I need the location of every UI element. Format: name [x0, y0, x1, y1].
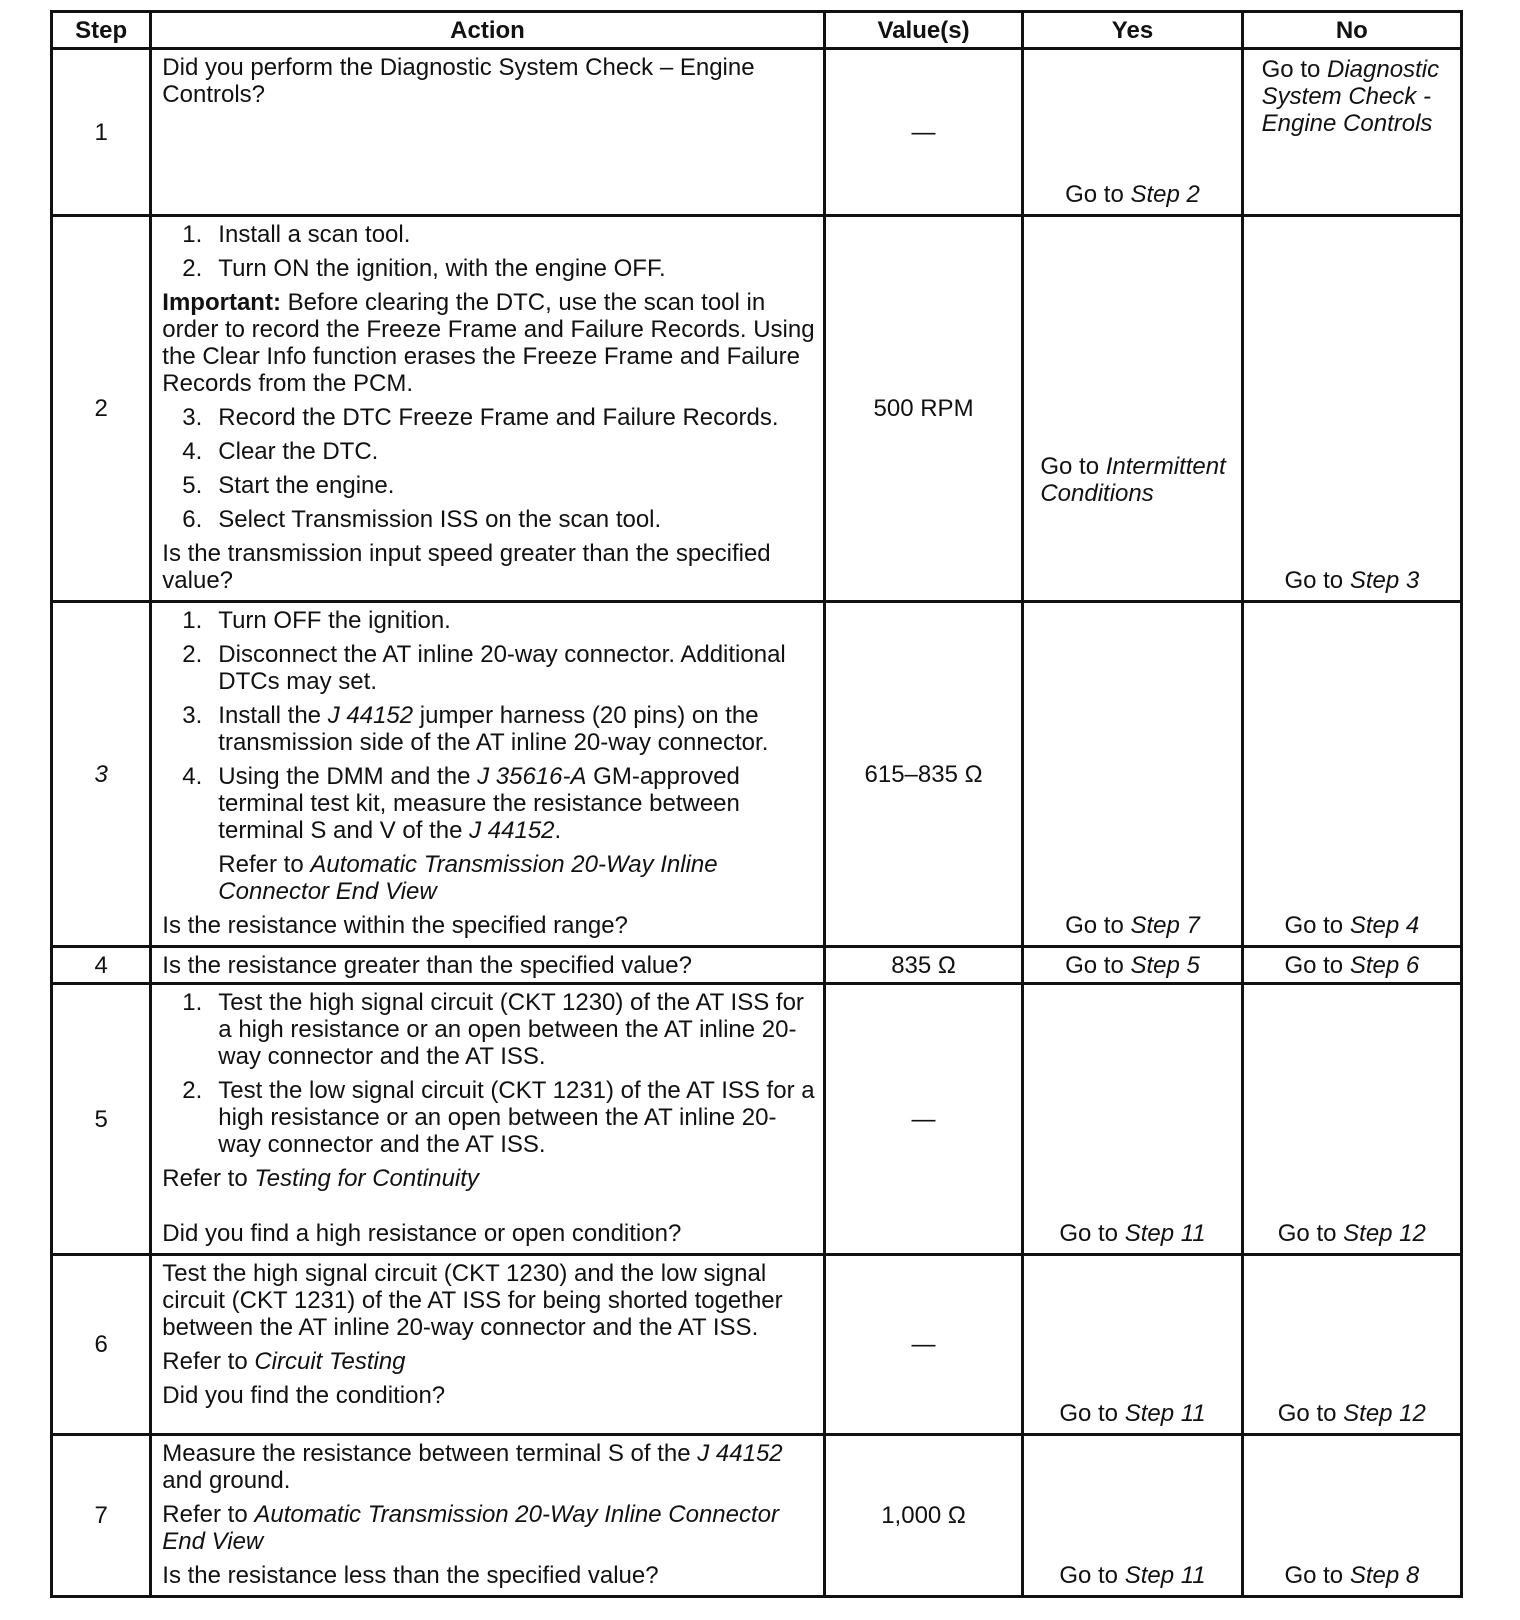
refer-note — [162, 1501, 814, 1555]
action-cell — [151, 216, 824, 602]
no-prefix: Go to — [1277, 1400, 1344, 1427]
action-cell — [151, 984, 824, 1255]
list-item: 6. Select Transmission ISS on the scan tool. — [182, 506, 662, 533]
yes-link[interactable]: Step 7 — [1130, 912, 1200, 939]
list-item: 3. Install the J 44152 jumper harness (20 pins) on the transmission side of the AT inline 20-way connector. — [182, 702, 769, 756]
step-number: 1 — [52, 49, 151, 216]
yes-link[interactable]: Step 11 — [1124, 1220, 1206, 1247]
list-item: 4. Using the DMM and the J 35616-A GM-approved terminal test kit, measure the resistance between terminal S and V of the J 44152. — [182, 763, 740, 844]
procedure-list — [162, 989, 814, 1158]
important-text: Before clearing the DTC, use the scan tool in order to record the Freeze Frame and Failure Records. Using the Clear Info function erases the Freeze Frame and Failure Records from the PCM. — [162, 289, 815, 397]
list-item: 2. Disconnect the AT inline 20-way connector. Additional DTCs may set. — [182, 641, 786, 695]
refer-prefix: Refer to — [162, 1348, 255, 1375]
value-cell: 500 RPM — [824, 216, 1023, 602]
list-item: 1. Test the high signal circuit (CKT 1230) of the AT ISS for a high resistance or an open between the AT inline 20-way connector and the AT ISS. — [182, 989, 804, 1070]
list-item: 2. Test the low signal circuit (CKT 1231) of the AT ISS for a high resistance or an open between the AT inline 20-way connector and the AT ISS. — [182, 1077, 815, 1158]
header-step: Step — [52, 12, 151, 49]
action-text: Did you perform the Diagnostic System Check – Engine Controls? — [162, 54, 755, 108]
table-row-step-5 — [52, 984, 1462, 1255]
list-item: 3. Record the DTC Freeze Frame and Failure Records. — [182, 404, 779, 431]
value-cell: 1,000 Ω — [824, 1435, 1023, 1597]
list-item-text: . — [554, 817, 562, 844]
important-label: Important: — [162, 289, 281, 316]
no-link[interactable]: Step 8 — [1349, 1562, 1420, 1589]
step-number: 2 — [52, 216, 151, 602]
list-item-text: Select Transmission ISS on the scan tool. — [218, 506, 662, 533]
list-item-text: Disconnect the AT inline 20-way connector. Additional DTCs may set. — [218, 641, 786, 695]
value-cell: — — [824, 1255, 1023, 1435]
yes-prefix: Go to — [1065, 912, 1131, 939]
list-item: 2. Turn ON the ignition, with the engine OFF. — [182, 255, 666, 282]
tool-reference: J 44152 — [327, 702, 414, 729]
tool-reference: J 44152 — [697, 1440, 783, 1467]
action-text-part: Measure the resistance between terminal S of the — [162, 1440, 698, 1467]
list-item: 1. Install a scan tool. — [182, 221, 411, 248]
refer-note — [218, 851, 814, 905]
yes-cell[interactable] — [1023, 49, 1242, 216]
question-text: Is the transmission input speed greater than the specified value? — [162, 540, 771, 594]
table-row-step-2 — [52, 216, 1462, 602]
table-row-step-3 — [52, 602, 1462, 947]
list-item-text: Record the DTC Freeze Frame and Failure Records. — [218, 404, 779, 431]
action-cell — [151, 1255, 824, 1435]
table-row-step-6 — [52, 1255, 1462, 1435]
yes-link[interactable]: Step 2 — [1130, 181, 1200, 208]
no-cell[interactable] — [1242, 1255, 1461, 1435]
question-text: Did you find a high resistance or open condition? — [162, 1220, 682, 1247]
refer-link[interactable]: Automatic Transmission 20-Way Inline Connector End View — [162, 1501, 780, 1555]
important-note — [162, 289, 814, 397]
no-cell[interactable] — [1242, 216, 1461, 602]
refer-link[interactable]: Automatic Transmission 20-Way Inline Connector End View — [218, 851, 718, 905]
refer-prefix: Refer to — [218, 851, 311, 878]
list-item-text: Using the DMM and the — [218, 763, 478, 790]
header-action: Action — [151, 12, 824, 49]
yes-prefix: Go to — [1059, 1400, 1125, 1427]
refer-prefix: Refer to — [162, 1501, 255, 1528]
procedure-list — [162, 221, 814, 282]
value-cell: 835 Ω — [824, 947, 1023, 984]
refer-prefix: Refer to — [162, 1165, 255, 1192]
action-cell — [151, 49, 824, 216]
action-text-part: and ground. — [162, 1467, 291, 1494]
table-row-step-4 — [52, 947, 1462, 984]
step-number: 4 — [52, 947, 151, 984]
list-item: 4. Clear the DTC. — [182, 438, 379, 465]
no-cell[interactable] — [1242, 984, 1461, 1255]
yes-link[interactable]: Step 11 — [1124, 1562, 1206, 1589]
no-link[interactable]: Step 12 — [1343, 1400, 1426, 1427]
no-cell[interactable] — [1242, 602, 1461, 947]
refer-note — [162, 1165, 814, 1192]
list-item-text: Turn ON the ignition, with the engine OFF. — [218, 255, 666, 282]
refer-link[interactable]: Testing for Continuity — [254, 1165, 479, 1192]
procedure-list — [162, 607, 814, 844]
no-prefix: Go to — [1284, 951, 1350, 979]
value-cell: — — [824, 984, 1023, 1255]
list-item-text: Turn OFF the ignition. — [218, 607, 451, 634]
no-prefix: Go to — [1284, 912, 1350, 939]
no-cell[interactable] — [1242, 1435, 1461, 1597]
no-cell[interactable] — [1242, 49, 1461, 216]
action-text — [162, 1440, 814, 1494]
yes-cell[interactable] — [1023, 947, 1242, 984]
value-cell: 615–835 Ω — [824, 602, 1023, 947]
yes-cell[interactable] — [1023, 1255, 1242, 1435]
refer-link[interactable]: Circuit Testing — [254, 1348, 406, 1375]
yes-cell[interactable] — [1023, 216, 1242, 602]
no-cell[interactable] — [1242, 947, 1461, 984]
action-cell — [151, 1435, 824, 1597]
list-item-text: Install a scan tool. — [218, 221, 411, 248]
yes-prefix: Go to — [1040, 453, 1106, 480]
table-row-step-7 — [52, 1435, 1462, 1597]
list-item-text: Test the low signal circuit (CKT 1231) of the AT ISS for a high resistance or an open between the AT inline 20-way connector and the AT ISS. — [218, 1077, 815, 1158]
list-item: 5. Start the engine. — [182, 472, 395, 499]
procedure-list — [162, 404, 814, 533]
action-cell — [151, 947, 824, 984]
action-text: Test the high signal circuit (CKT 1230) and the low signal circuit (CKT 1231) of the AT ISS for being shorted together between the AT inline 20-way connector and the AT ISS. — [162, 1260, 783, 1341]
action-cell — [151, 602, 824, 947]
tool-reference: J 35616-A — [477, 763, 587, 790]
no-prefix: Go to — [1261, 56, 1328, 83]
no-prefix: Go to — [1284, 567, 1350, 594]
tool-reference: J 44152 — [469, 817, 555, 844]
yes-link[interactable]: Step 11 — [1124, 1400, 1206, 1427]
no-link[interactable]: Diagnostic System Check - Engine Controls — [1261, 56, 1440, 137]
list-item-text: GM-approved terminal test kit, measure the resistance between terminal S and V of the — [218, 763, 740, 844]
question-text: Is the resistance within the specified range? — [162, 912, 628, 939]
list-item-text: Clear the DTC. — [218, 438, 379, 465]
yes-cell[interactable] — [1023, 602, 1242, 947]
list-item-text: Install the — [218, 702, 328, 729]
step-number: 6 — [52, 1255, 151, 1435]
step-number: 5 — [52, 984, 151, 1255]
yes-link[interactable]: Step 5 — [1130, 951, 1200, 979]
step-number: 7 — [52, 1435, 151, 1597]
list-item-text: jumper harness (20 pins) on the transmission side of the AT inline 20-way connector. — [218, 702, 769, 756]
no-link[interactable]: Step 6 — [1349, 951, 1420, 979]
list-item-text: Start the engine. — [218, 472, 395, 499]
header-yes: Yes — [1023, 12, 1242, 49]
yes-prefix: Go to — [1065, 181, 1131, 208]
no-link[interactable]: Step 3 — [1349, 567, 1420, 594]
yes-link[interactable]: Intermittent Conditions — [1040, 453, 1226, 507]
header-values: Value(s) — [824, 12, 1023, 49]
list-item: 1. Turn OFF the ignition. — [182, 607, 451, 634]
header-row — [52, 12, 1462, 49]
no-link[interactable]: Step 12 — [1343, 1220, 1426, 1247]
yes-cell[interactable] — [1023, 984, 1242, 1255]
yes-prefix: Go to — [1065, 951, 1131, 979]
yes-prefix: Go to — [1059, 1562, 1125, 1589]
step-number: 3 — [52, 602, 151, 947]
header-no: No — [1242, 12, 1461, 49]
list-item-text: Test the high signal circuit (CKT 1230) of the AT ISS for a high resistance or an open between the AT inline 20-way connector and the AT ISS. — [218, 989, 804, 1070]
question-text: Is the resistance less than the specified value? — [162, 1562, 659, 1589]
no-prefix: Go to — [1277, 1220, 1344, 1247]
refer-note — [162, 1348, 814, 1375]
table-row-step-1 — [52, 49, 1462, 216]
yes-prefix: Go to — [1059, 1220, 1125, 1247]
yes-cell[interactable] — [1023, 1435, 1242, 1597]
diagnostic-table — [50, 10, 1463, 1598]
no-link[interactable]: Step 4 — [1349, 912, 1420, 939]
value-cell: — — [824, 49, 1023, 216]
no-prefix: Go to — [1284, 1562, 1350, 1589]
question-text: Did you find the condition? — [162, 1382, 446, 1409]
question-text: Is the resistance greater than the specified value? — [162, 951, 692, 979]
